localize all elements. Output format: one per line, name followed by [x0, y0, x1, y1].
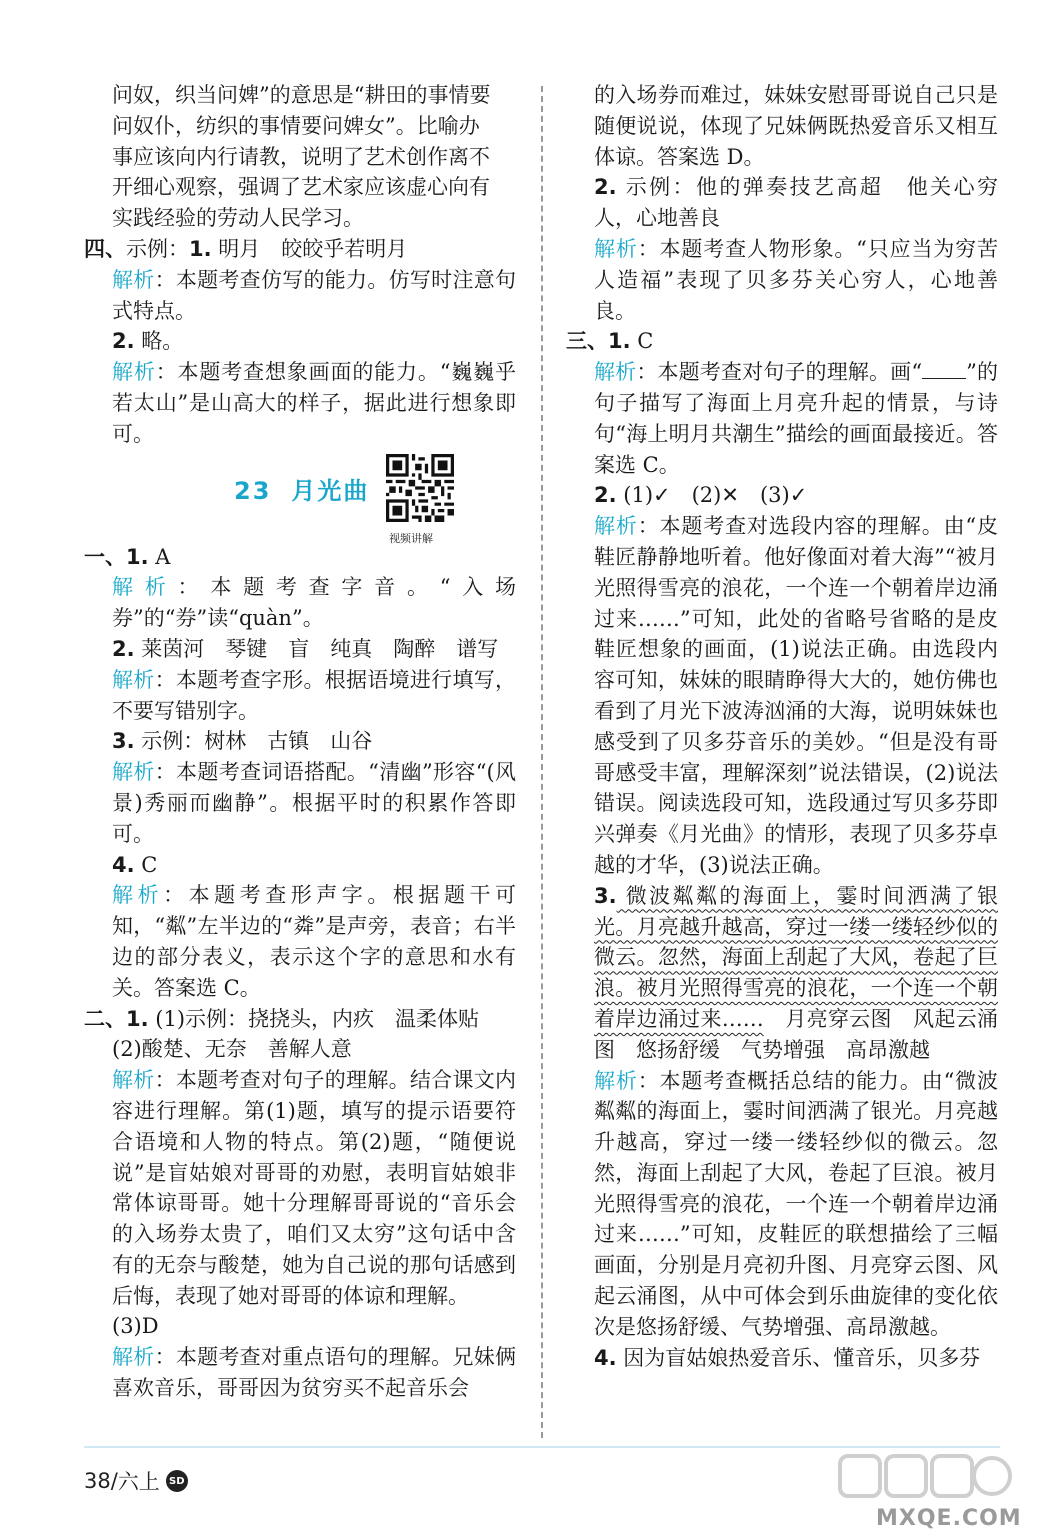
lesson-header [84, 450, 516, 545]
edition-badge-icon: SD [166, 1470, 188, 1492]
underline-blank [922, 360, 966, 379]
analysis-text: ：本题考查字形。根据语境进行填写，不要写错别字。 [112, 667, 517, 723]
analysis [84, 265, 516, 327]
answer-text: 明月 皎皎乎若明月 [211, 236, 408, 261]
question-number: 2. [112, 636, 135, 661]
question-number: 1. [126, 1006, 149, 1031]
right-column [566, 80, 998, 1373]
analysis-label: 解析 [112, 267, 155, 292]
analysis-label: 解析 [594, 514, 638, 539]
page-number: 38 [84, 1469, 111, 1493]
analysis [566, 1066, 998, 1343]
question-number: 4. [112, 852, 135, 877]
analysis-label: 解析 [112, 760, 155, 785]
question [566, 1343, 998, 1374]
lesson-number: 23 [234, 476, 272, 505]
analysis-text: ：本题考查人物形象。“只应当为穷苦人造福”表现了贝多芬关心穷人，心地善良。 [594, 236, 999, 323]
analysis-text: ”的句子描写了海面上月亮升起的情景，与诗句“海上明月共潮生”描绘的画面最接近。答案选 C。 [594, 360, 998, 477]
section-label: 一、 [84, 544, 126, 569]
analysis-label: 解析 [112, 1345, 155, 1370]
answer-prefix: 示例： [126, 236, 189, 261]
analysis-text: ：本题考查形声字。根据题干可知，“粼”左半边的“粦”是声旁，表音；右半边的部分表义，表示这个字的意思和水有关。答案选 C。 [112, 883, 517, 1000]
qr-code-icon[interactable] [386, 454, 454, 522]
question-number: 1. [126, 544, 149, 569]
question-number: 2. [112, 329, 135, 354]
analysis-text: ：本题考查词语搭配。“清幽”形容“(风景)秀丽而幽静”。根据平时的积累作答即可。 [112, 760, 517, 846]
answer-text: (1)示例：挠挠头，内疚 温柔体贴 [148, 1006, 480, 1031]
section-three-q1 [566, 326, 998, 357]
analysis [566, 357, 998, 480]
section-label: 四、 [84, 236, 126, 261]
analysis [84, 1342, 516, 1404]
qr-caption: 视频讲解 [389, 531, 433, 545]
analysis-text: ：本题考查概括总结的能力。由“微波粼粼的海面上，霎时间洒满了银光。月亮越升越高，穿过一缕一缕轻纱似的微云。忽然，海面上刮起了大风，卷起了巨浪。被月光照得雪亮的浪花，一个连一个朝着岸边涌过来……”可知，皮鞋匠的联想描绘了三幅画面，分别是月亮初升图、月亮穿云图、风起云涌图，从中可体会到乐曲旋律的变化依次是悠扬舒缓、气势增强、高昂激越。 [594, 1068, 999, 1339]
question [566, 881, 998, 1066]
analysis-text: ：本题考查字音。“入场券”的“券”读“quàn”。 [112, 575, 516, 631]
analysis-label: 解析 [112, 1068, 155, 1093]
footer-separator: / [110, 1469, 118, 1493]
question-number: 2. [594, 175, 617, 200]
text-line: 的入场券而难过，妹妹安慰哥哥说自己只是随便说说，体现了兄妹俩既热爱音乐又相互体谅。答案选 D。 [594, 83, 998, 169]
analysis-text: ：本题考查想象画面的能力。“巍巍乎若太山”是山高大的样子，据此进行想象即可。 [112, 360, 517, 446]
answer-text: 示例：树林 古镇 山谷 [134, 729, 373, 754]
answer-text: A [148, 544, 171, 569]
answer-text: 因为盲姑娘热爱音乐、懂音乐，贝多芬 [616, 1345, 981, 1370]
text-line: 开细心观察，强调了艺术家应该虚心向有 [112, 175, 490, 200]
question [84, 634, 516, 665]
section-one-q1 [84, 542, 516, 573]
page-footer [84, 1466, 188, 1496]
text-line: 问奴仆，纺织的事情要问婢女”。比喻办 [112, 113, 480, 138]
footer-rule [84, 1446, 1000, 1448]
question-number: 2. [594, 483, 617, 508]
answer-line: (2)酸楚、无奈 善解人意 [112, 1037, 352, 1062]
analysis [566, 234, 998, 326]
text-line: 实践经验的劳动人民学习。 [112, 206, 364, 231]
analysis-label: 解析 [112, 667, 155, 692]
watermark-text: MXQE.COM [876, 1506, 1022, 1531]
column-divider [541, 86, 543, 1438]
lesson-title [234, 476, 369, 507]
question-number: 1. [189, 236, 212, 261]
section-four-q1 [84, 234, 516, 265]
analysis [84, 665, 516, 727]
analysis-label: 解析 [112, 883, 164, 908]
wavy-underlined-text: 微波粼粼的海面上，霎时间洒满了银光。月亮越升越高，穿过一缕一缕轻纱似的微云。忽然，海面上刮起了大风，卷起了巨浪。被月光照得雪亮的浪花，一个连一个朝着岸边涌过来…… [594, 883, 998, 1031]
analysis [84, 357, 516, 449]
analysis-label: 解析 [112, 575, 178, 600]
question [84, 326, 516, 357]
grade-label: 六上 [117, 1470, 160, 1494]
analysis-label: 解析 [112, 360, 156, 385]
section-label: 三、 [566, 329, 608, 354]
answer-text: 略。 [134, 329, 184, 354]
answer-text: 示例：他的弹奏技艺高超 他关心穷人，心地善良 [594, 175, 998, 231]
answer-text: C [134, 852, 158, 877]
answer-text: 月亮穿云图 风起云涌图 悠扬舒缓 气势增强 高昂激越 [594, 1006, 998, 1062]
analysis-text: ：本题考查对句子的理解。画“ [636, 360, 923, 385]
question [566, 172, 998, 234]
text-line: 事应该向内行请教，说明了艺术创作离不 [112, 144, 490, 169]
analysis [84, 880, 516, 1003]
analysis-label: 解析 [594, 360, 637, 385]
lesson-name: 月光曲 [291, 476, 370, 505]
question-number: 3. [112, 729, 135, 754]
section-label: 二、 [84, 1006, 126, 1031]
analysis-label: 解析 [594, 236, 638, 261]
question [84, 850, 516, 881]
answer-text: 莱茵河 琴键 盲 纯真 陶醉 谱写 [134, 636, 499, 661]
question-number: 1. [608, 329, 631, 354]
analysis-label: 解析 [594, 1068, 638, 1093]
analysis [84, 1065, 516, 1311]
answer-text: C [630, 329, 654, 354]
analysis-text: ：本题考查仿写的能力。仿写时注意句式特点。 [112, 267, 517, 323]
answer-text: (1)✓ (2)✕ (3)✓ [616, 483, 808, 508]
analysis [566, 511, 998, 881]
section-two-q1 [84, 1004, 516, 1035]
question-number: 4. [594, 1345, 617, 1370]
analysis-text: ：本题考查对句子的理解。结合课文内容进行理解。第(1)题，填写的提示语要符合语境和人物的特点。第(2)题，“随便说说”是盲姑娘对哥哥的劝慰，表明盲姑娘非常体谅哥哥。她十分理解哥哥说的“音乐会的入场券太贵了，咱们又太穷”这句话中含有的无奈与酸楚，她为自己说的那句话感到后悔，表现了她对哥哥的体谅和理解。 [112, 1068, 517, 1308]
text-line: 问奴，织当问婢”的意思是“耕田的事情要 [112, 83, 491, 107]
analysis-text: ：本题考查对选段内容的理解。由“皮鞋匠静静地听着。他好像面对着大海”“被月光照得雪亮的浪花，一个连一个朝着岸边涌过来……”可知，此处的省略号省略的是皮鞋匠想象的画面，(1)说法正确。由选段内容可知，妹妹的眼睛睁得大大的，她仿佛也看到了月光下波涛汹涌的大海，说明妹妹也感受到了贝多芬音乐的美妙。“但是没有哥哥感受丰富，理解深刻”说法错误，(2)说法错误。阅读选段可知，选段通过写贝多芬即兴弹奏《月光曲》的情形，表现了贝多芬卓越的才华，(3)说法正确。 [594, 514, 999, 877]
answer-line: (3)D [112, 1314, 159, 1339]
analysis [84, 757, 516, 849]
analysis [84, 572, 516, 634]
question-number: 3. [594, 883, 617, 908]
analysis-text: ：本题考查对重点语句的理解。兄妹俩喜欢音乐，哥哥因为贫穷买不起音乐会 [112, 1345, 517, 1401]
question [84, 726, 516, 757]
left-column [84, 80, 516, 1404]
question [566, 480, 998, 511]
